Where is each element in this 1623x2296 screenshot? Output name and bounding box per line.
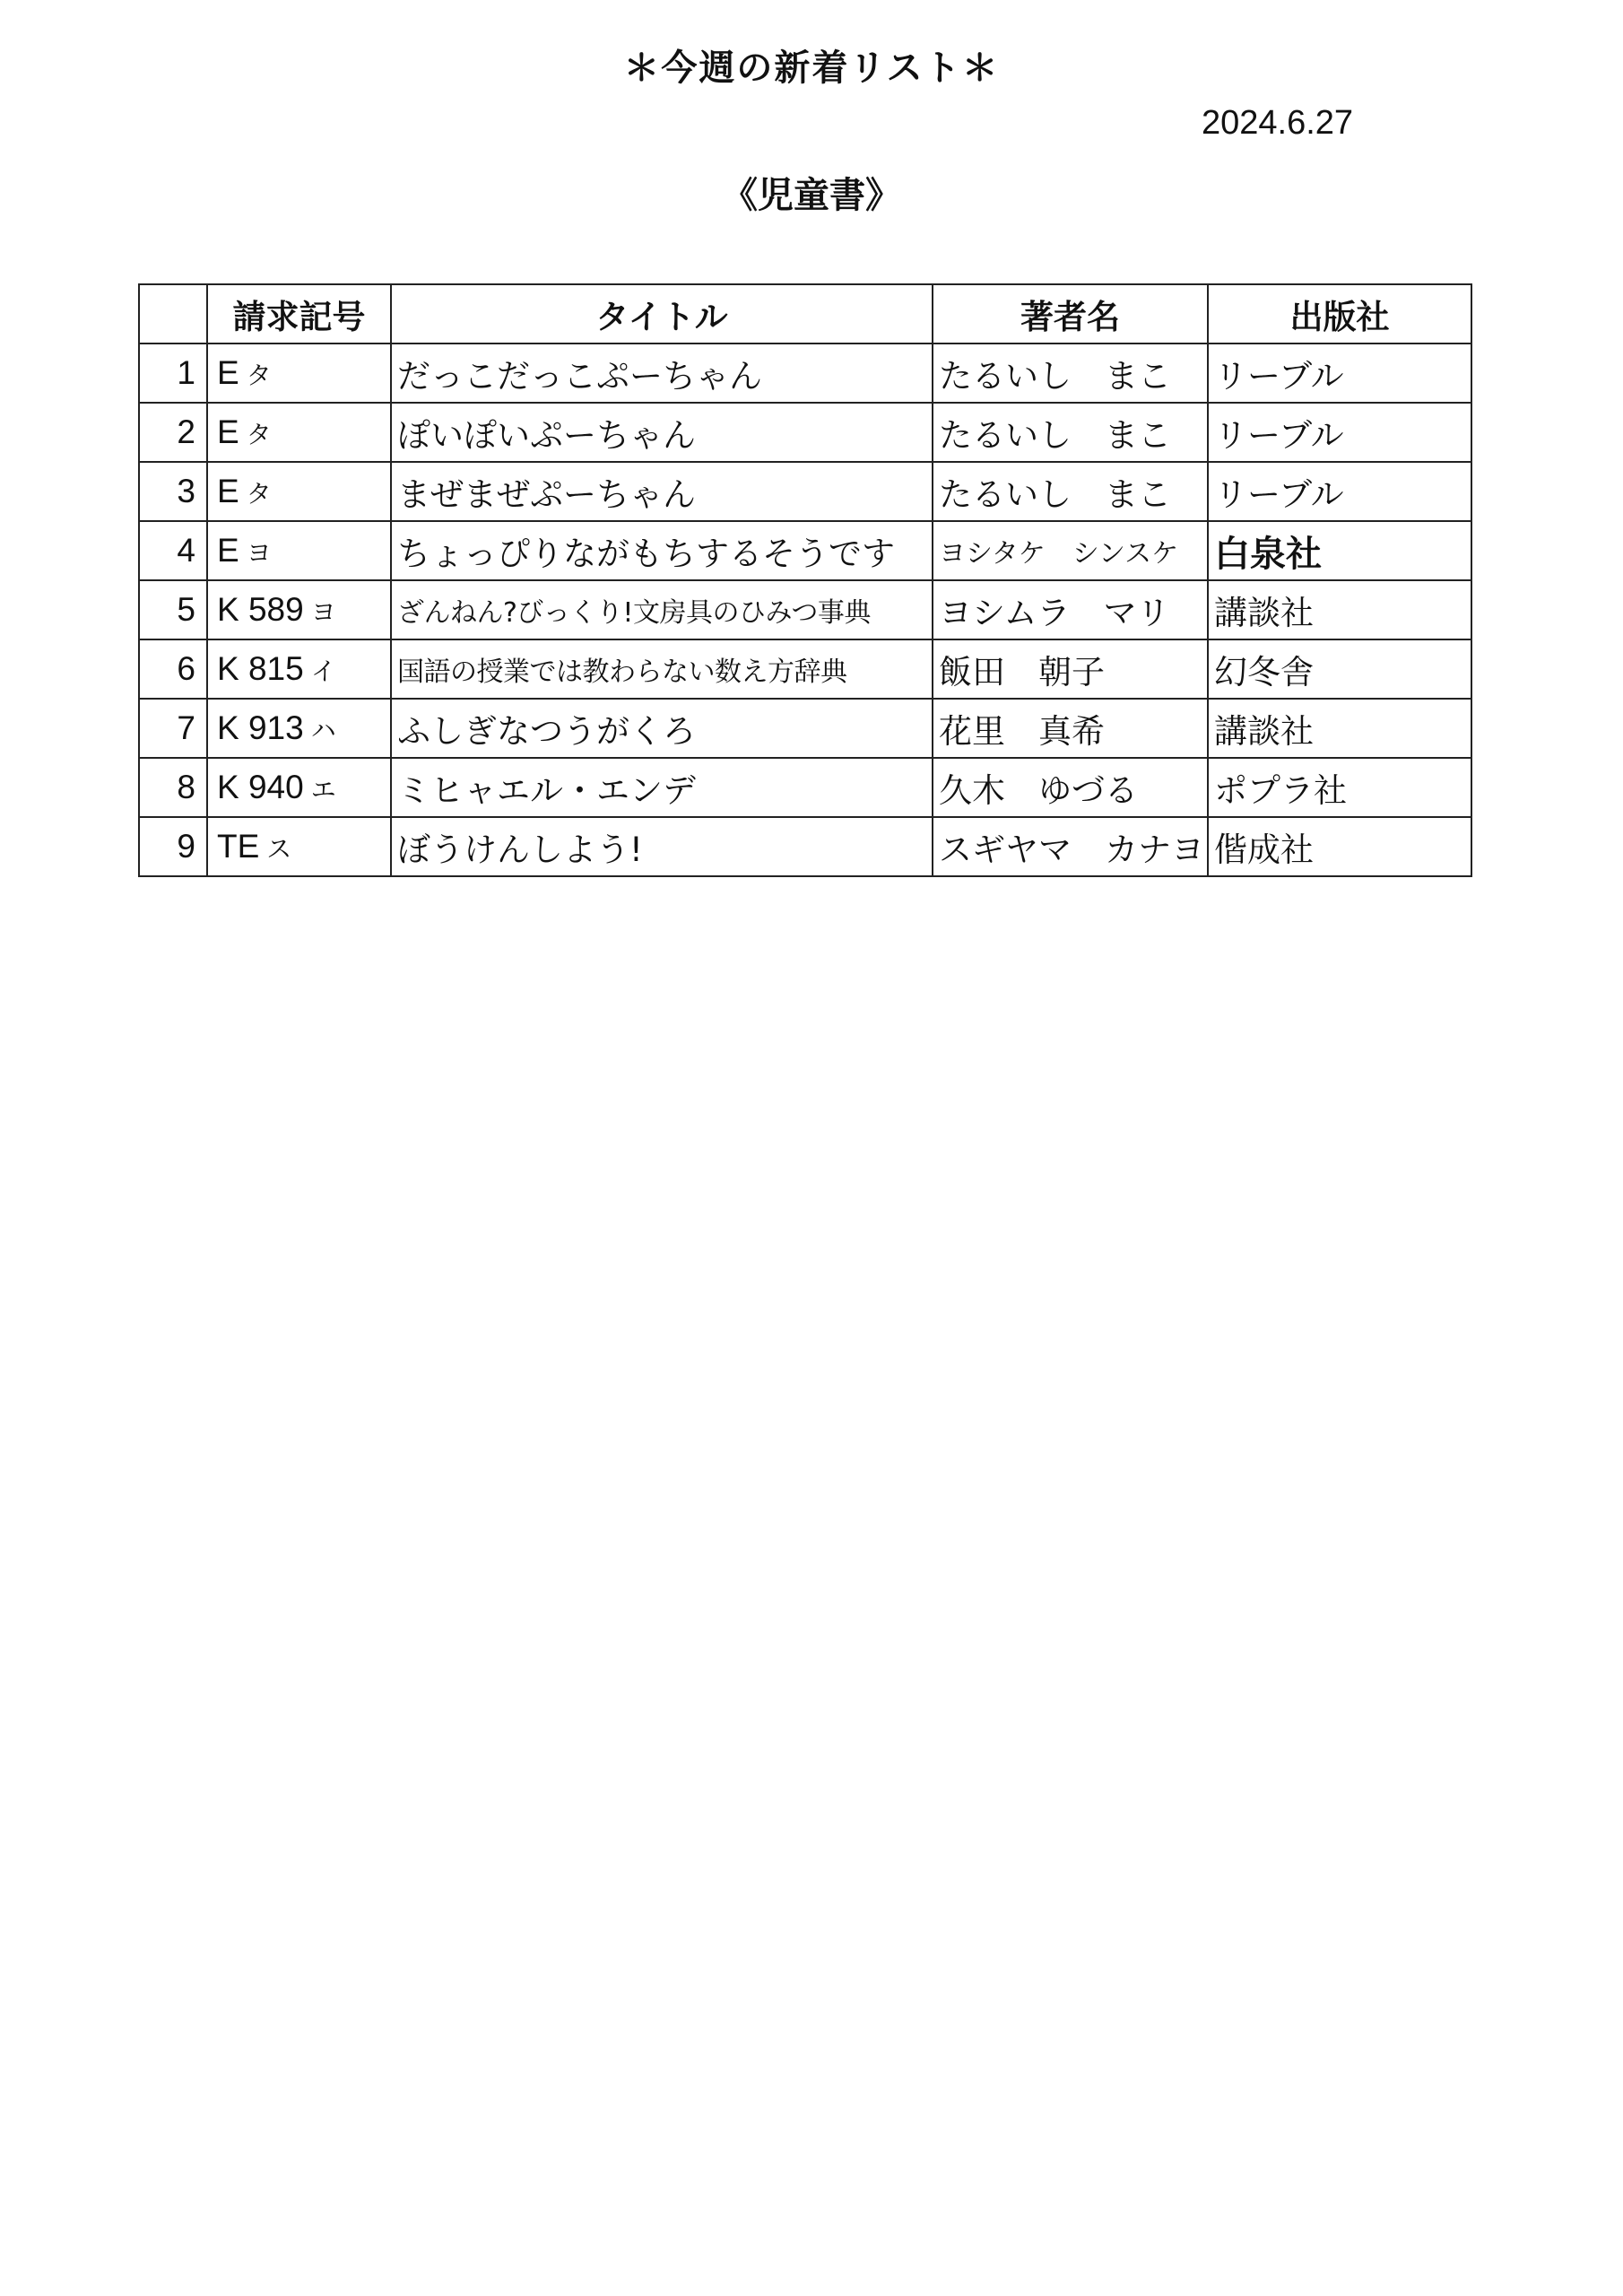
- book-author: ヨシムラ マリ: [933, 580, 1208, 639]
- call-number: [207, 344, 391, 403]
- book-publisher: リーブル: [1208, 344, 1471, 403]
- book-title: まぜまぜぷーちゃん: [391, 462, 933, 521]
- book-title: ぽいぽいぷーちゃん: [391, 403, 933, 462]
- book-author: たるいし まこ: [933, 344, 1208, 403]
- book-title: ざんねん?びっくり!文房具のひみつ事典: [391, 580, 933, 639]
- table-row: [139, 344, 1471, 403]
- row-number: 7: [139, 699, 207, 758]
- book-title: ふしぎなつうがくろ: [391, 699, 933, 758]
- call-number-kana: イ: [310, 657, 336, 685]
- book-publisher: 幻冬舎: [1208, 639, 1471, 699]
- call-number-class: E: [217, 473, 239, 509]
- book-author: 久木 ゆづる: [933, 758, 1208, 817]
- table-row: [139, 580, 1471, 639]
- book-author: たるいし まこ: [933, 462, 1208, 521]
- list-title: ＊今週の新着リスト＊: [623, 48, 1000, 89]
- list-date: 2024.6.27: [1202, 104, 1354, 142]
- table-row: [139, 403, 1471, 462]
- row-number: 6: [139, 639, 207, 699]
- header-no: [139, 284, 207, 344]
- row-number: 8: [139, 758, 207, 817]
- row-number: 1: [139, 344, 207, 403]
- book-publisher: 偕成社: [1208, 817, 1471, 876]
- table-row: [139, 462, 1471, 521]
- call-number-class: E: [217, 354, 239, 391]
- book-title: ミヒャエル・エンデ: [391, 758, 933, 817]
- book-publisher: リーブル: [1208, 462, 1471, 521]
- call-number: [207, 699, 391, 758]
- row-number: 3: [139, 462, 207, 521]
- book-author: ヨシタケ シンスケ: [933, 521, 1208, 580]
- table-row: [139, 639, 1471, 699]
- section-heading: 《児童書》: [722, 175, 901, 216]
- call-number-class: E: [217, 413, 239, 450]
- call-number-kana: ヨ: [310, 598, 336, 626]
- call-number: [207, 521, 391, 580]
- book-publisher: リーブル: [1208, 403, 1471, 462]
- book-publisher: 講談社: [1208, 699, 1471, 758]
- book-publisher: ポプラ社: [1208, 758, 1471, 817]
- call-number: [207, 817, 391, 876]
- call-number: [207, 580, 391, 639]
- header-call-number: 請求記号: [207, 284, 391, 344]
- call-number: [207, 639, 391, 699]
- book-title: 国語の授業では教わらない数え方辞典: [391, 639, 933, 699]
- book-publisher: 白泉社: [1208, 521, 1471, 580]
- table-header-row: [139, 284, 1471, 344]
- book-author: スギヤマ カナヨ: [933, 817, 1208, 876]
- call-number-kana: タ: [246, 480, 272, 508]
- call-number-class: K 815: [217, 650, 304, 687]
- book-author: 花里 真希: [933, 699, 1208, 758]
- call-number-kana: ス: [266, 835, 292, 863]
- header-author: 著者名: [933, 284, 1208, 344]
- book-author: たるいし まこ: [933, 403, 1208, 462]
- call-number-kana: ハ: [310, 717, 336, 744]
- table-row: [139, 817, 1471, 876]
- header-publisher: 出版社: [1208, 284, 1471, 344]
- call-number-class: K 589: [217, 591, 304, 628]
- new-books-table: [138, 283, 1472, 877]
- call-number: [207, 758, 391, 817]
- row-number: 5: [139, 580, 207, 639]
- call-number-class: TE: [217, 828, 260, 865]
- book-publisher: 講談社: [1208, 580, 1471, 639]
- book-author: 飯田 朝子: [933, 639, 1208, 699]
- call-number: [207, 462, 391, 521]
- call-number-kana: ヨ: [246, 539, 272, 567]
- call-number-kana: エ: [310, 776, 336, 804]
- call-number: [207, 403, 391, 462]
- call-number-kana: タ: [246, 361, 272, 389]
- call-number-class: E: [217, 532, 239, 569]
- row-number: 2: [139, 403, 207, 462]
- call-number-kana: タ: [246, 421, 272, 448]
- book-title: ぼうけんしよう!: [391, 817, 933, 876]
- table-row: [139, 521, 1471, 580]
- row-number: 9: [139, 817, 207, 876]
- call-number-class: K 940: [217, 769, 304, 805]
- call-number-class: K 913: [217, 709, 304, 746]
- book-title: ちょっぴりながもちするそうです: [391, 521, 933, 580]
- table-row: [139, 699, 1471, 758]
- row-number: 4: [139, 521, 207, 580]
- book-title: だっこだっこぷーちゃん: [391, 344, 933, 403]
- header-title: タイトル: [391, 284, 933, 344]
- table-row: [139, 758, 1471, 817]
